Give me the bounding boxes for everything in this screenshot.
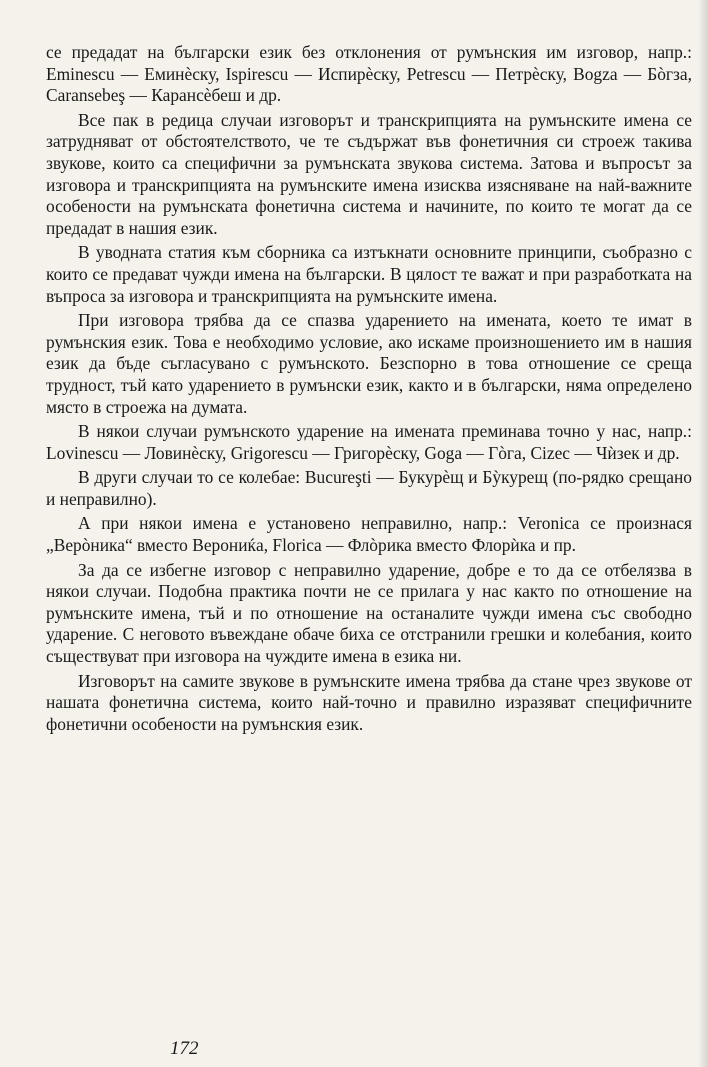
paragraph-3: В уводната статия към сборника са изтъкнати основните принципи, съобразно с които се предават чужди имена на български. В цялост те важат и при разработката на въпроса за изговора и транскрипцията на румънските имена. bbox=[46, 242, 692, 306]
paragraph-8: За да се избегне изговор с неправилно ударение, добре е то да се отбелязва в някои случаи. Подобна практика почти не се прилага у нас както по отношение на румънските имена, тъй и по отношение на останалите чужди имена със свободно ударение. С неговото въвеждане обаче биха се отстранили грешки и колебания, които съществуват при изговора на чуждите имена в езика ни. bbox=[46, 559, 692, 667]
paragraph-6: В други случаи то се колебае: Bucureşti — Букурèщ и Бỳкурещ (по-рядко срещано и неправилно). bbox=[46, 467, 692, 509]
paragraph-4: При изговора трябва да се спазва ударението на имената, което те имат в румънския език. Това е необходимо условие, ако искаме произношението им в нашия език да бъде съгласувано с румънското. Безспорно в това отношение се среща трудност, тъй като ударението в румънски език, както и в български, няма определено място в строежа на думата. bbox=[46, 310, 692, 417]
body-text bbox=[46, 42, 692, 738]
paragraph-2: Все пак в редица случаи изговорът и транскрипцията на румънските имена се затрудняват от обстоятелството, че те съдържат във фонетичния си строеж такива звукове, които са специфични за румънската звукова система. Затова и въпросът за изговора и транскрипцията на румънските имена изисква изясняване на най-важните особености на румънската фонетична система и начините, по които те могат да се предадат в нашия език. bbox=[46, 109, 692, 238]
page-edge-shadow bbox=[698, 0, 708, 1067]
paragraph-1: се предадат на български език без отклонения от румънския им изговор, напр.: Eminescu — Еминèску, Ispirescu — Испирèску, Petrescu — Петрèску, Bogza — Бòгза, Caransebeş — Карансèбеш и др. bbox=[46, 42, 692, 106]
page-number: 172 bbox=[170, 1038, 199, 1059]
paragraph-7: А при някои имена е установено неправилно, напр.: Veronica се произнася „Верòника“ вместо Верониќа, Florica — Флòрика вместо Флорѝка и пр. bbox=[46, 513, 692, 556]
paragraph-5: В някои случаи румънското ударение на имената преминава точно у нас, напр.: Lovinescu — Ловинèску, Grigorescu — Григорèску, Goga — Гòга, Cizec — Чѝзек и др. bbox=[46, 421, 692, 463]
paragraph-9: Изговорът на самите звукове в румънските имена трябва да стане чрез звукове от нашата фонетична система, които най-точно и правилно изразяват специфичните фонетични особености на румънския език. bbox=[46, 670, 692, 734]
